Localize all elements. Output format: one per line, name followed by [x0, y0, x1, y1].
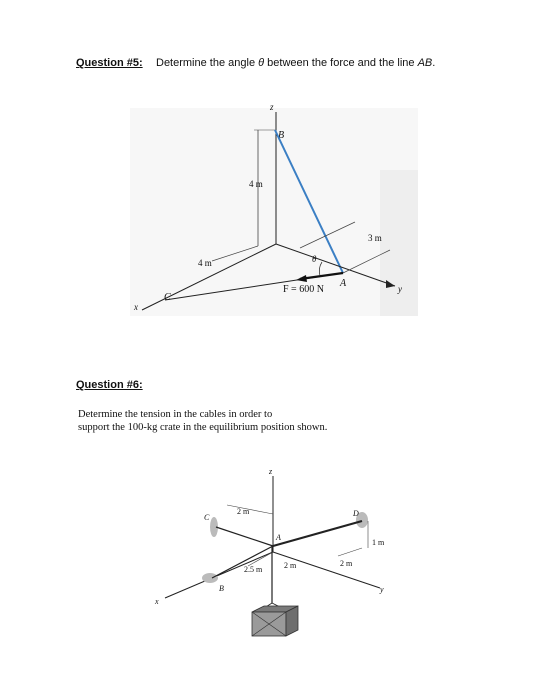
x-axis-label: x [134, 302, 138, 312]
question-6-heading: Question #6: [76, 379, 143, 391]
dim-line-2-5m [248, 552, 273, 566]
q5-ab: AB [417, 57, 433, 69]
z-axis-label: z [270, 102, 274, 112]
cable-ac [216, 527, 273, 546]
dimension-2m-top: 2 m [237, 507, 250, 516]
dimension-4m-vertical: 4 m [249, 179, 263, 189]
q5-theta: θ [258, 57, 265, 69]
fig2-z-label: z [269, 467, 273, 476]
force-label: F = 600 N [283, 284, 324, 295]
question-6-line-1: Determine the tension in the cables in order to [78, 409, 273, 420]
dimension-1m: 1 m [372, 538, 385, 547]
fig2-y-label: y [380, 585, 384, 594]
y-axis-label: y [398, 284, 402, 294]
dimension-3m: 3 m [368, 233, 382, 243]
point-b-label-2: B [219, 584, 224, 593]
point-d-label: D [353, 509, 359, 518]
point-b-label: B [278, 130, 285, 141]
cable-ab-2 [212, 546, 273, 578]
crate [252, 606, 298, 636]
dim-line-2m-right [338, 548, 362, 556]
point-a-label: A [340, 278, 347, 289]
question-5-heading: Question #5: [76, 57, 143, 69]
dimension-4m-x: 4 m [198, 258, 212, 268]
point-c-label-2: C [204, 513, 210, 522]
dimension-2m-right: 2 m [340, 559, 353, 568]
dimension-2m-mid: 2 m [284, 561, 297, 570]
q5-text-pre: Determine the angle [156, 57, 259, 69]
cable-ad [273, 521, 362, 546]
dim-line-2m-top [227, 505, 273, 514]
fig2-x-label: x [155, 597, 159, 606]
q5-text-mid: between the force and the line [264, 57, 418, 69]
point-c-label: C [164, 292, 171, 303]
question-6-line-2: support the 100-kg crate in the equilibrium position shown. [78, 422, 328, 433]
theta-label: θ [312, 254, 317, 264]
q5-text-end: . [432, 57, 436, 69]
dimension-2-5m: 2.5 m [244, 565, 263, 574]
fig2-y-axis [273, 552, 380, 588]
point-a-label-2: A [276, 533, 281, 542]
support-b [202, 573, 218, 583]
